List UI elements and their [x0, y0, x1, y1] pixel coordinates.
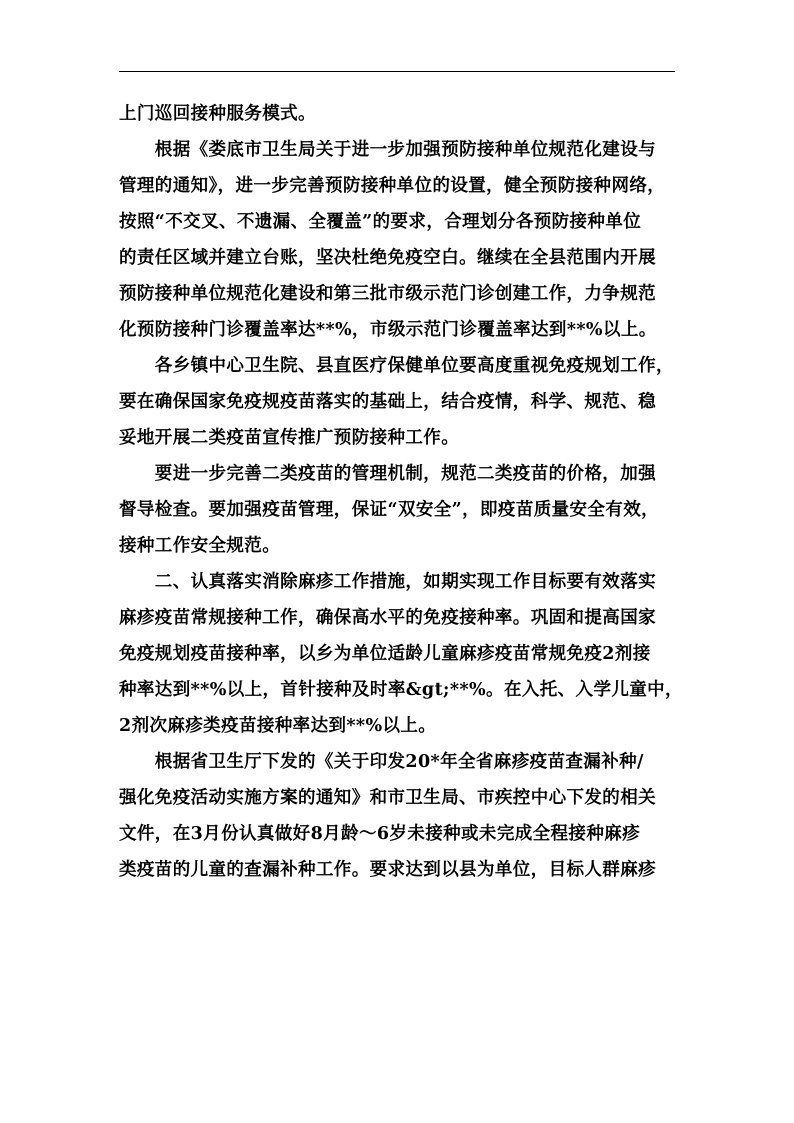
text-line: 的责任区域并建立台账，坚决杜绝免疫空白。继续在全县范围内开展 [119, 248, 656, 268]
header-rule [119, 71, 675, 72]
text-line: 麻疹疫苗常规接种工作，确保高水平的免疫接种率。巩固和提高国家 [119, 608, 656, 628]
text-line: 上门巡回接种服务模式。 [119, 104, 316, 124]
text-line: 各乡镇中心卫生院、县直医疗保健单位要高度重视免疫规划工作， [119, 356, 674, 376]
text-line: 文件，在3月份认真做好8月龄～6岁未接种或未完成全程接种麻疹 [119, 824, 641, 844]
text-line: 二、认真落实消除麻疹工作措施，如期实现工作目标要有效落实 [119, 572, 656, 592]
text-line: 要在确保国家免疫规疫苗落实的基础上，结合疫情，科学、规范、稳 [119, 392, 656, 412]
document-body [119, 96, 689, 888]
text-line: 接种工作安全规范。 [119, 536, 281, 556]
text-line: 化预防接种门诊覆盖率达**%，市级示范门诊覆盖率达到**%以上。 [119, 320, 657, 340]
text-line: 2剂次麻疹类疫苗接种率达到**%以上。 [119, 716, 437, 736]
text-line: 类疫苗的儿童的查漏补种工作。要求达到以县为单位，目标人群麻疹 [119, 860, 656, 880]
text-line: 管理的通知》，进一步完善预防接种单位的设置，健全预防接种网络， [119, 176, 666, 196]
text-line: 种率达到**%以上，首针接种及时率&gt;**%。在入托、入学儿童中， [119, 680, 683, 700]
text-line: 强化免疫活动实施方案的通知》和市卫生局、市疾控中心下发的相关 [119, 788, 656, 808]
text-line: 根据《娄底市卫生局关于进一步加强预防接种单位规范化建设与 [119, 140, 656, 160]
text-line: 预防接种单位规范化建设和第三批市级示范门诊创建工作，力争规范 [119, 284, 656, 304]
text-line: 要进一步完善二类疫苗的管理机制，规范二类疫苗的价格，加强 [119, 464, 656, 484]
text-line: 督导检查。要加强疫苗管理，保证“双安全”，即疫苗质量安全有效， [119, 500, 660, 520]
text-line: 按照“不交叉、不遗漏、全覆盖”的要求，合理划分各预防接种单位 [119, 212, 642, 232]
text-line: 免疫规划疫苗接种率，以乡为单位适龄儿童麻疹疫苗常规免疫2剂接 [119, 644, 651, 664]
text-line: 妥地开展二类疫苗宣传推广预防接种工作。 [119, 428, 460, 448]
text-line: 根据省卫生厅下发的《关于印发20*年全省麻疹疫苗查漏补种/ [119, 752, 644, 772]
